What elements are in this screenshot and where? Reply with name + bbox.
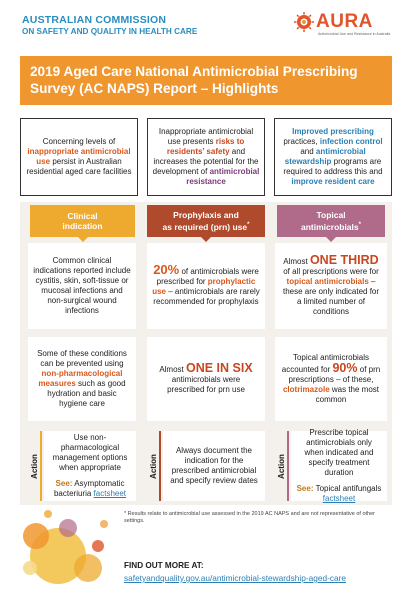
prevention-text-a: Some of these conditions can be prevented using: [37, 349, 127, 368]
topical-text-a: Almost: [283, 257, 310, 266]
action-tag-prophylaxis: [147, 431, 161, 501]
prevention-highlight: non-pharmacological measures: [38, 369, 123, 388]
topical-prn-text-c: was the most common: [315, 385, 380, 404]
asymptomatic-bacteriuria-factsheet-link[interactable]: factsheet: [93, 489, 127, 498]
clinical-header-line1: Clinical: [67, 211, 98, 221]
prn-stat-cell: [147, 337, 265, 421]
intro-box-risks: [147, 118, 265, 196]
intro3-highlight-prescribing: Improved prescribing: [292, 127, 374, 136]
aura-sun-icon: [294, 12, 314, 32]
commission-name-line2: ON SAFETY AND QUALITY IN HEALTH CARE: [22, 27, 198, 36]
find-out-more-heading: FIND OUT MORE AT:: [124, 561, 204, 570]
aura-logo: [294, 10, 396, 44]
prophylaxis-text-b: – antimicrobials are rarely recommended for prophylaxis: [153, 287, 260, 306]
title-line2: Survey (AC NAPS) Report – Highlights: [30, 81, 279, 96]
action-clinical-see: [49, 479, 131, 499]
column-header-topical: [277, 205, 385, 237]
intro-box-improvement: [274, 118, 392, 196]
intro-box-inappropriate-use: [20, 118, 138, 196]
prophylaxis-header-line2: as required (prn) use: [162, 221, 248, 232]
stewardship-url-link[interactable]: safetyandquality.gov.au/antimicrobial-stewardship-aged-care: [124, 573, 346, 583]
prophylaxis-percent: 20%: [153, 262, 180, 277]
header: [0, 0, 410, 52]
intro2-highlight-resistance: antimicrobial resistance: [186, 167, 260, 186]
title-line1: 2019 Aged Care National Antimicrobial Prescribing: [30, 64, 358, 79]
prophylaxis-highlight: prophylactic use: [152, 277, 256, 296]
commission-name-line1: AUSTRALIAN COMMISSION: [22, 14, 167, 26]
intro3-highlight-stewardship: antimicrobial stewardship: [284, 147, 366, 166]
intro3-highlight-care: improve resident care: [291, 177, 375, 186]
prophylaxis-stat-cell: [147, 243, 265, 329]
topical-prn-percent: 90%: [332, 361, 358, 375]
action-clinical-see-text: Asymptomatic bacteriuria: [53, 479, 125, 498]
prn-text-b: antimicrobials were prescribed for prn use: [167, 375, 245, 394]
action-clinical-text: Use non-pharmacological management options when appropriate: [52, 433, 128, 472]
topical-highlight: topical antimicrobials: [286, 277, 369, 286]
topical-antifungals-factsheet-link[interactable]: factsheet: [322, 494, 356, 503]
decorative-bubbles-icon: [18, 506, 118, 586]
clinical-header-line2: indication: [62, 221, 103, 231]
commission-logo: [22, 15, 232, 37]
prn-text-a: Almost: [159, 365, 186, 374]
action-label-topical: Action: [276, 453, 286, 479]
topical-header-line1: Topical: [316, 210, 346, 221]
intro3-text-c: programs are required to address this and: [283, 157, 383, 176]
topical-header-line2: antimicrobials: [301, 221, 359, 232]
action-topical-see-label: See:: [296, 484, 314, 493]
topical-text-c: – these are only indicated for a limited number of conditions: [282, 277, 380, 316]
action-topical-text: Prescribe topical antimicrobials only when indicated and specify treatment duration: [304, 428, 374, 477]
topical-prn-text-b: of prn prescriptions – of these,: [288, 365, 381, 384]
prevention-cell: [28, 337, 136, 421]
intro3-highlight-infection: infection control: [319, 137, 383, 146]
intro2-text-b: and increases the potential for the development of: [152, 147, 259, 176]
prophylaxis-header-line1: Prophylaxis and: [173, 210, 239, 221]
clinical-indications-cell: [28, 243, 136, 329]
action-topical-see-text: Topical antifungals: [313, 484, 382, 493]
column-header-prophylaxis: [147, 205, 265, 237]
action-tag-clinical: [28, 431, 42, 501]
action-label-prophylaxis: Action: [148, 453, 158, 479]
intro2-text-a: Inappropriate antimicrobial use presents: [158, 127, 254, 146]
action-topical-cell: [291, 428, 387, 503]
action-prophylaxis-text: Always document the indication for the prescribed antimicrobial and specify review dates: [170, 446, 258, 485]
prevention-text-b: such as good hydration and basic hygiene care: [47, 379, 126, 408]
footnote: * Results relate to antimicrobial use assessed in the 2019 AC NAPS and are not representative of other settings.: [124, 511, 376, 524]
prophylaxis-header-line2-wrap: [163, 220, 250, 232]
clinical-indications-text: Common clinical indications reported include cystitis, skin, soft-tissue or mucosal infections and non-surgical wound infections: [33, 256, 131, 315]
intro1-text-b: persist in Australian residential aged care facilities: [26, 157, 132, 176]
prophylaxis-text-a: of antimicrobials were prescribed for: [156, 267, 259, 286]
action-clinical-cell: [44, 431, 136, 501]
report-title: [20, 56, 392, 105]
topical-one-third: ONE THIRD: [309, 253, 379, 267]
prophylaxis-asterisk: *: [247, 222, 250, 229]
topical-text-b: of all prescriptions were for: [283, 267, 379, 276]
intro1-text-a: Concerning levels of: [42, 137, 116, 146]
intro2-highlight-risks: risks to residents’ safety: [166, 137, 245, 156]
topical-prn-highlight: clotrimazole: [282, 385, 330, 394]
topical-prn-cell: [275, 337, 387, 421]
action-clinical-see-label: See:: [55, 479, 73, 488]
topical-header-line2-wrap: [301, 220, 361, 232]
aura-tagline: Antimicrobial Use and Resistance in Australia: [318, 32, 391, 36]
intro3-text-a: practices,: [283, 137, 320, 146]
intro1-highlight: inappropriate antimicrobial use: [27, 147, 131, 166]
action-topical-see: [296, 484, 382, 504]
column-header-clinical: [30, 205, 135, 237]
topical-asterisk: *: [358, 222, 361, 229]
aura-wordmark: AURA: [316, 11, 373, 32]
topical-prn-text-a: Topical antimicrobials accounted for: [281, 353, 370, 374]
action-tag-topical: [275, 431, 289, 501]
prn-one-in-six: ONE IN SIX: [185, 361, 253, 375]
intro3-text-b: and: [300, 147, 316, 156]
action-prophylaxis-cell: [163, 431, 265, 501]
topical-third-cell: [275, 243, 387, 329]
action-label-clinical: Action: [29, 453, 39, 479]
